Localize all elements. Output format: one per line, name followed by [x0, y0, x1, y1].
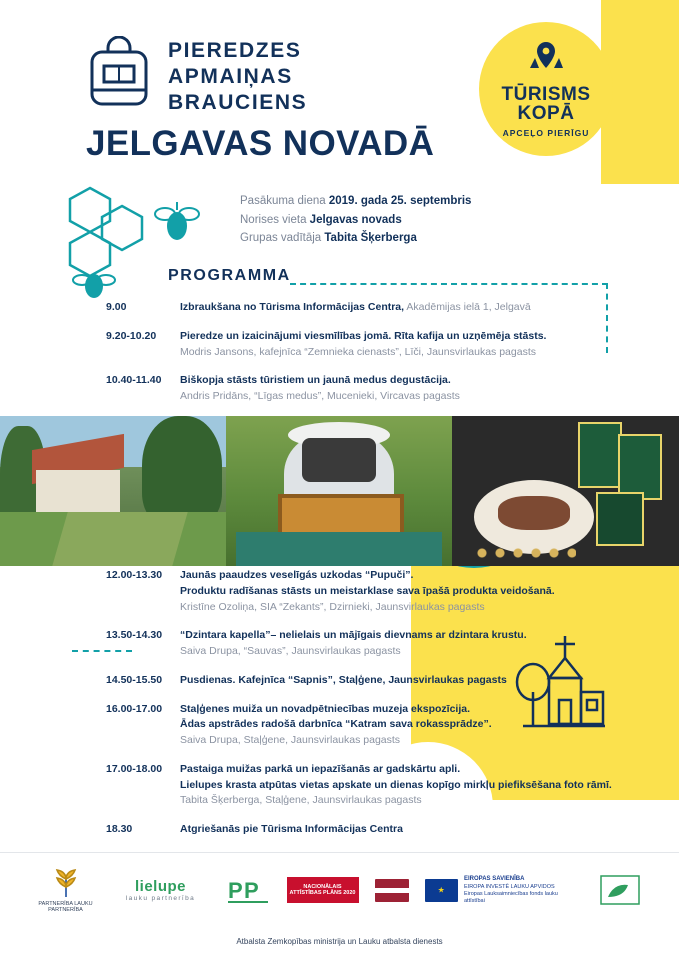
- photo-beekeeper: [226, 416, 452, 566]
- programme-time: 9.20-10.20: [106, 329, 157, 342]
- logo-caption: NACIONĀLAIS ATTĪSTĪBAS PLĀNS 2020: [287, 877, 359, 903]
- programme-list-top: [106, 300, 626, 418]
- meta-leader-value: Tabita Šķerberga: [324, 232, 417, 245]
- logo-pierigas-partneriba: [225, 875, 271, 905]
- programme-row: [106, 702, 626, 749]
- programme-title: Pieredze un izaicinājumi viesmīlības jomā. Rīta kafija un uzņēmēja stāsts.: [180, 329, 547, 342]
- leader-icon: [600, 875, 640, 905]
- map-pin-icon: [526, 38, 566, 78]
- programme-row: [106, 762, 626, 809]
- programme-time: 12.00-13.30: [106, 569, 163, 581]
- svg-text:P: P: [227, 878, 243, 904]
- programme-list-bottom: [106, 568, 626, 851]
- programme-description: [180, 762, 626, 809]
- svg-text:P: P: [243, 878, 259, 904]
- programme-title: “Dzintara kapella”– nelielais un mājīgais dievnams ar dzintara krustu.: [180, 629, 527, 642]
- programme-subtitle: Saiva Drupa, “Sauvas”, Jaunsvirlaukas pagasts: [180, 645, 401, 657]
- eu-line-1: EIROPAS SAVIENĪBA: [464, 876, 525, 883]
- footer-logo-strip: [0, 867, 679, 914]
- programme-description: [180, 568, 626, 615]
- photo-manor-house: [0, 416, 226, 566]
- programme-time: 10.40-11.40: [106, 374, 162, 387]
- photo-strip: [0, 416, 679, 566]
- programme-description: [180, 329, 626, 361]
- footer-note: Atbalsta Zemkopības ministrija un Lauku atbalsta dienests: [236, 937, 443, 946]
- programme-heading: PROGRAMMA: [168, 267, 291, 284]
- meta-date: [240, 192, 471, 211]
- programme-title: Pastaiga muižas parkā un iepazīšanās ar gadskārtu apli.: [180, 762, 461, 775]
- programme-time: 13.50-14.30: [106, 629, 163, 642]
- meta-place-value: Jelgavas novads: [309, 213, 402, 226]
- eu-line-3: Eiropas Lauksaimniecības fonds lauku attīstībai: [464, 890, 558, 904]
- event-meta: [240, 192, 471, 248]
- poster-header: [0, 0, 679, 186]
- pp-monogram-icon: [226, 875, 270, 905]
- latvia-flag-icon: [375, 879, 409, 902]
- page-title: JELGAVAS NOVADĀ: [86, 124, 435, 163]
- logo-caption: PARTNERĪBA LAUKU PARTNERĪBA: [38, 901, 93, 914]
- programme-description: [180, 702, 626, 749]
- programme-row: [106, 329, 626, 361]
- meta-place: [240, 211, 471, 230]
- programme-description: [180, 822, 626, 838]
- programme-title: Pusdienas. Kafejnīca “Sapnis”, Staļģene, Jaunsvirlaukas pagasts: [180, 673, 507, 686]
- logo-latvijas-karogs: [375, 879, 409, 902]
- logo-line-2: KOPĀ: [517, 103, 575, 124]
- programme-subtitle: Modris Jansons, kafejnīca “Zemnieka cienasts”, Līči, Jaunsvirlaukas pagasts: [180, 345, 536, 358]
- programme-time: 9.00: [106, 301, 127, 313]
- programme-title-2: Lielupes krasta atpūtas vietas apskate un dienas kopīgo mirkļu piefiksēšana foto rāmī.: [180, 778, 612, 791]
- programme-time: 14.50-15.50: [106, 673, 163, 686]
- programme-title: Staļģenes muiža un novadpētniecības muzeja ekspozīcija.: [180, 702, 471, 715]
- bee-icon: [150, 196, 204, 246]
- kicker-line-2: APMAIŅAS: [168, 65, 293, 89]
- programme-description: [180, 373, 626, 405]
- programme-description: [180, 673, 626, 689]
- logo-lauku-partneriba: [35, 867, 97, 914]
- tourism-kopa-logo: [479, 22, 613, 156]
- wheat-icon: [44, 867, 88, 901]
- programme-row: [106, 300, 626, 316]
- eu-flag-icon: [425, 879, 459, 902]
- eu-line-2: EIROPA INVESTĒ LAUKU APVIDOS: [464, 883, 555, 890]
- logo-nacionalais-attistibas-plans: [287, 877, 359, 903]
- logo-leader: [595, 875, 645, 905]
- programme-title: Izbraukšana no Tūrisma Informācijas Centra,: [180, 301, 405, 313]
- backpack-icon: [86, 36, 152, 108]
- programme-time: 16.00-17.00: [106, 702, 163, 715]
- programme-subtitle: Andris Pridāns, “Līgas medus”, Mucenieki, Vircavas pagasts: [180, 390, 460, 402]
- meta-place-label: Norises vieta: [240, 213, 307, 226]
- meta-leader: [240, 229, 471, 248]
- programme-time: 18.30: [106, 823, 133, 835]
- kicker-line-1: PIEREDZES: [168, 39, 302, 62]
- programme-description: [180, 300, 626, 316]
- programme-row: [106, 673, 626, 689]
- programme-title-2: Produktu radīšanas stāsts un meistarklase sava īpašā produkta veidošanā.: [180, 584, 555, 597]
- logo-lielupe: [113, 878, 209, 903]
- meta-date-value: 2019. gada 25. septembris: [328, 195, 472, 207]
- meta-leader-label: Grupas vadītāja: [240, 232, 322, 245]
- programme-row: [106, 822, 626, 838]
- programme-subtitle: Saiva Drupa, Staļģene, Jaunsvirlaukas pagasts: [180, 734, 401, 746]
- photo-snack-product: [452, 416, 679, 566]
- programme-title: Biškopja stāsts tūristiem un jaunā medus degustācija.: [180, 374, 451, 387]
- poster-footer: [0, 852, 679, 960]
- programme-title: Atgriešanās pie Tūrisma Informācijas Centra: [180, 823, 403, 835]
- logo-subtitle: lauku partnerība: [125, 895, 196, 903]
- kicker-title: [168, 38, 307, 116]
- logo-line-1: TŪRISMS: [501, 84, 591, 105]
- programme-title-2: Ādas apstrādes radošā darbnīca “Katram sava rokassprādze”.: [180, 718, 492, 731]
- programme-title-tail: Akadēmijas ielā 1, Jelgavā: [404, 301, 531, 313]
- dashed-rule-top: [290, 283, 608, 285]
- eu-logo-text: [464, 876, 579, 904]
- programme-subtitle: Tabita Šķerberga, Staļģene, Jaunsvirlaukas pagasts: [180, 794, 422, 807]
- programme-time: 17.00-18.00: [106, 762, 163, 775]
- logo-line-3: APCEĻO PIERĪGU: [502, 127, 590, 138]
- logo-title: lielupe: [134, 877, 186, 895]
- kicker-line-3: BRAUCIENS: [168, 91, 308, 115]
- programme-row: [106, 568, 626, 615]
- programme-description: [180, 628, 626, 660]
- programme-title: Jaunās paaudzes veselīgás uzkodas “Pupuči”.: [180, 569, 414, 581]
- programme-row: [106, 373, 626, 405]
- meta-date-label: Pasākuma diena: [240, 195, 326, 207]
- programme-row: [106, 628, 626, 660]
- programme-subtitle: Kristīne Ozoliņa, SIA “Zekants”, Dzirnieki, Jaunsvirlaukas pagasts: [180, 600, 485, 613]
- logo-eiropas-savieniba: [425, 876, 579, 904]
